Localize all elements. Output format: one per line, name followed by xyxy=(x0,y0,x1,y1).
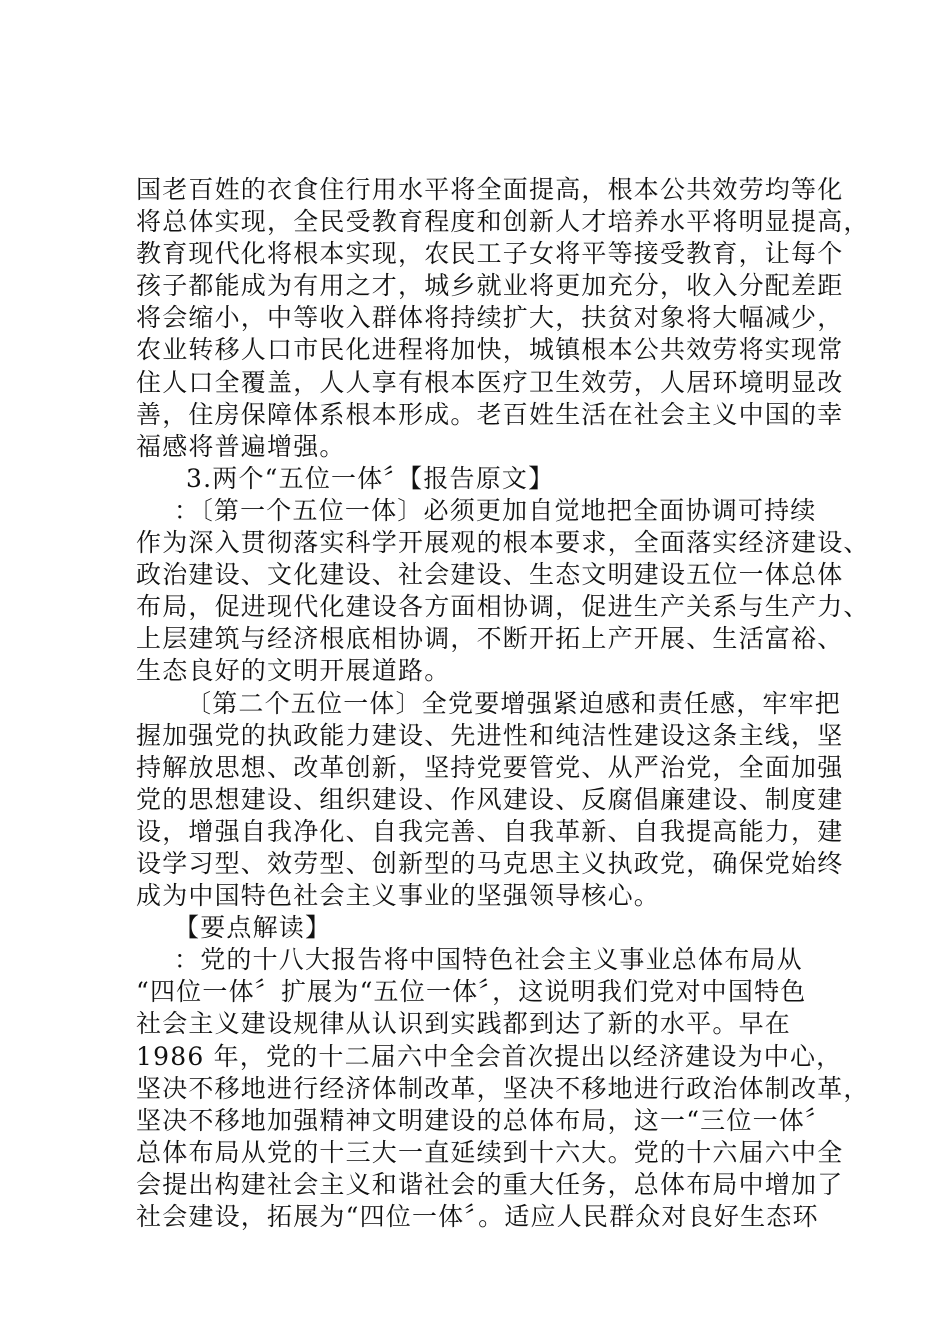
text-line: 握加强党的执政能力建设、先进性和纯洁性建设这条主线，坚 xyxy=(136,720,844,750)
text-line: 政治建设、文化建设、社会建设、生态文明建设五位一体总体 xyxy=(136,560,844,590)
text-line: 坚决不移地加强精神文明建设的总体布局，这一“三位一体〞 xyxy=(136,1105,832,1135)
text-line: 党的思想建设、组织建设、作风建设、反腐倡廉建设、制度建 xyxy=(136,784,844,814)
text-line: 将会缩小，中等收入群体将持续扩大，扶贫对象将大幅减少， xyxy=(136,303,844,333)
text-line: 坚决不移地进行经济体制改革，坚决不移地进行政治体制改革， xyxy=(136,1073,870,1103)
text-line: 1986 年，党的十二届六中全会首次提出以经济建设为中心， xyxy=(136,1041,843,1071)
text-line: 社会主义建设规律从认识到实践都到达了新的水平。早在 xyxy=(136,1009,792,1039)
text-line: 福感将普遍增强。 xyxy=(136,431,346,461)
text-line: 国老百姓的衣食住行用水平将全面提高，根本公共效劳均等化 xyxy=(136,175,844,204)
text-line: 农业转移人口市民化进程将加快，城镇根本公共效劳将实现常 xyxy=(136,335,844,365)
text-line: 社会建设，拓展为“四位一体〞。适应人民群众对良好生态环 xyxy=(136,1202,819,1231)
text-line: 总体布局从党的十三大一直延续到十六大。党的十六届六中全 xyxy=(136,1137,844,1167)
text-line: 善，住房保障体系根本形成。老百姓生活在社会主义中国的幸 xyxy=(136,399,844,429)
text-line: 布局，促进现代化建设各方面相协调，促进生产关系与生产力、 xyxy=(136,592,870,622)
text-line: 上层建筑与经济根底相协调，不断开拓上产开展、生活富裕、 xyxy=(136,624,844,654)
text-line: 设学习型、效劳型、创新型的马克思主义执政党，确保党始终 xyxy=(136,848,844,878)
paragraph-start-line: ：〔第一个五位一体〕必须更加自觉地把全面协调可持续 xyxy=(174,495,817,525)
body-text xyxy=(136,174,870,1233)
text-line: 教育现代化将根本实现，农民工子女将平等接受教育，让每个 xyxy=(136,239,844,269)
text-line: 持解放思想、改革创新，坚持党要管党、从严治党，全面加强 xyxy=(136,752,844,782)
section-heading: 3.两个“五位一体〞【报告原文】 xyxy=(186,463,555,493)
text-line: 孩子都能成为有用之才，城乡就业将更加充分，收入分配差距 xyxy=(136,271,844,301)
text-line: 设，增强自我净化、自我完善、自我革新、自我提高能力，建 xyxy=(136,816,844,846)
text-line: “四位一体〞扩展为“五位一体〞，这说明我们党对中国特色 xyxy=(136,977,807,1007)
text-line: 生态良好的文明开展道路。 xyxy=(136,656,451,686)
paragraph-start-line: 〔第二个五位一体〕全党要增强紧迫感和责任感，牢牢把 xyxy=(186,688,842,718)
text-line: 会提出构建社会主义和谐社会的重大任务，总体布局中增加了 xyxy=(136,1169,844,1199)
text-line: 住人口全覆盖，人人享有根本医疗卫生效劳，人居环境明显改 xyxy=(136,367,844,397)
text-line: 作为深入贯彻落实科学开展观的根本要求，全面落实经济建设、 xyxy=(136,528,870,558)
paragraph-start-line: ：党的十八大报告将中国特色社会主义事业总体布局从 xyxy=(174,945,803,975)
section-heading: 【要点解读】 xyxy=(174,913,332,943)
text-line: 将总体实现，全民受教育程度和创新人才培养水平将明显提高， xyxy=(136,207,870,237)
text-line: 成为中国特色社会主义事业的坚强领导核心。 xyxy=(136,881,661,911)
